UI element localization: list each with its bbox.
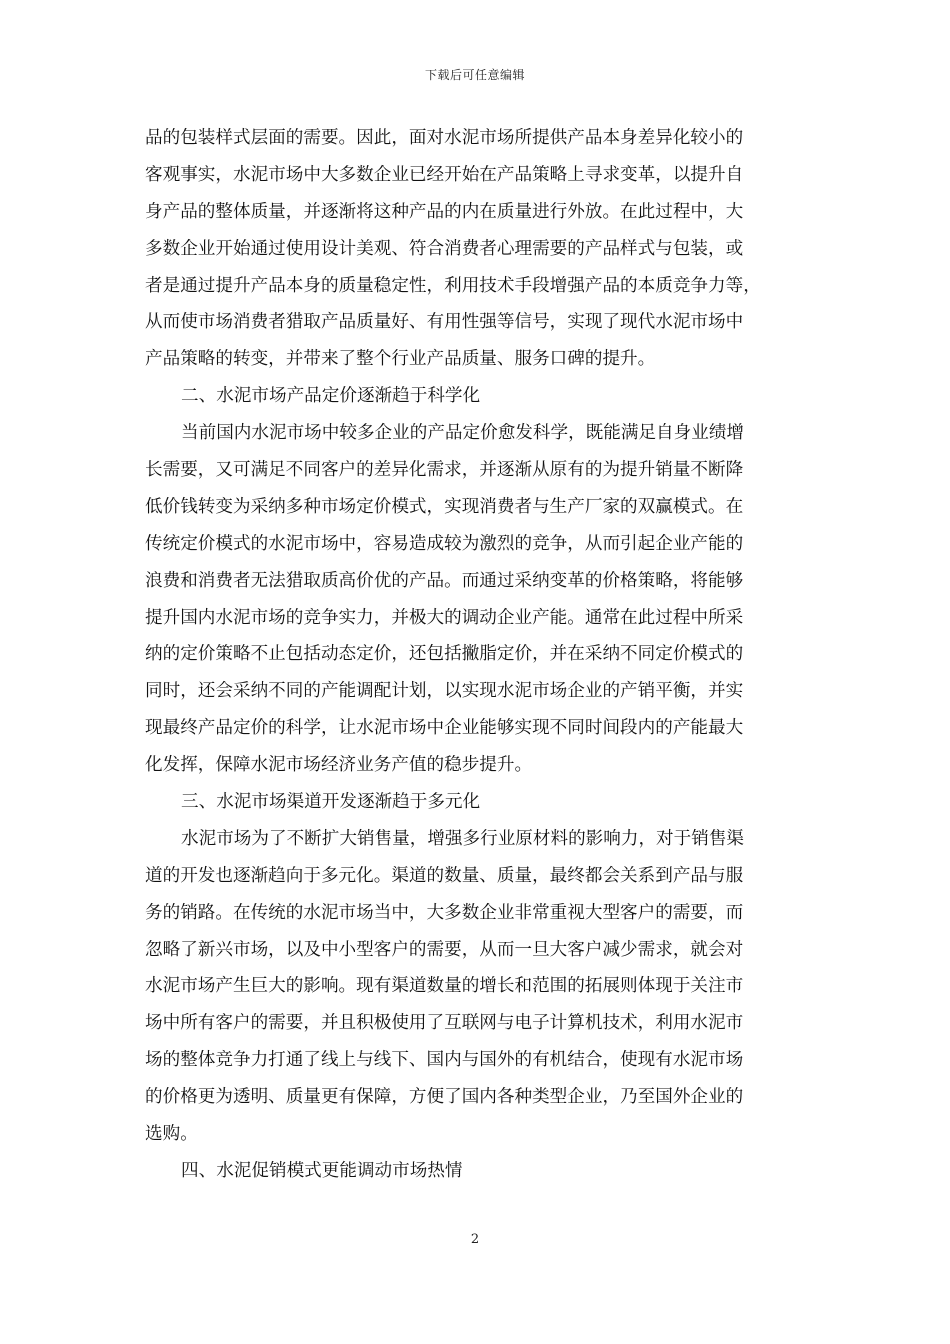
- text-line: 浪费和消费者无法猎取质高价优的产品。而通过采纳变革的价格策略，将能够: [145, 570, 744, 591]
- text-line: 多数企业开始通过使用设计美观、符合消费者心理需要的产品样式与包装，或: [145, 238, 744, 259]
- paragraph-start: 水泥市场为了不断扩大销售量，增强多行业原材料的影响力，对于销售渠: [181, 828, 745, 849]
- text-line: 化发挥，保障水泥市场经济业务产值的稳步提升。: [145, 755, 533, 776]
- text-line: 场中所有客户的需要，并且积极使用了互联网与电子计算机技术，利用水泥市: [145, 1013, 744, 1034]
- text-line: 道的开发也逐渐趋向于多元化。渠道的数量、质量，最终都会关系到产品与服: [145, 865, 744, 886]
- text-line: 客观事实，水泥市场中大多数企业已经开始在产品策略上寻求变革，以提升自: [145, 164, 744, 185]
- text-line: 者是通过提升产品本身的质量稳定性，利用技术手段增强产品的本质竞争力等，: [145, 275, 761, 296]
- text-line: 同时，还会采纳不同的产能调配计划，以实现水泥市场企业的产销平衡，并实: [145, 681, 744, 702]
- text-line: 的价格更为透明、质量更有保障，方便了国内各种类型企业，乃至国外企业的: [145, 1087, 744, 1108]
- text-line: 低价钱转变为采纳多种市场定价模式，实现消费者与生产厂家的双赢模式。在: [145, 496, 744, 517]
- text-line: 品的包装样式层面的需要。因此，面对水泥市场所提供产品本身差异化较小的: [145, 128, 744, 148]
- section-heading-2: 二、水泥市场产品定价逐渐趋于科学化: [181, 386, 481, 407]
- document-body: [145, 120, 813, 1190]
- text-line: 产品策略的转变，并带来了整个行业产品质量、服务口碑的提升。: [145, 349, 656, 370]
- text-line: 现最终产品定价的科学，让水泥市场中企业能够实现不同时间段内的产能最大: [145, 718, 744, 739]
- text-line: 从而使市场消费者猎取产品质量好、有用性强等信号，实现了现代水泥市场中: [145, 312, 744, 333]
- header-note: 下载后可任意编辑: [424, 68, 525, 82]
- text-line: 传统定价模式的水泥市场中，容易造成较为激烈的竞争，从而引起企业产能的: [145, 533, 744, 554]
- page-number: 2: [470, 1232, 480, 1247]
- text-line: 身产品的整体质量，并逐渐将这种产品的内在质量进行外放。在此过程中，大: [145, 201, 744, 222]
- section-heading-3: 三、水泥市场渠道开发逐渐趋于多元化: [181, 792, 481, 813]
- paragraph-start: 当前国内水泥市场中较多企业的产品定价愈发科学，既能满足自身业绩增: [181, 423, 745, 444]
- text-line: 选购。: [145, 1124, 198, 1145]
- text-line: 水泥市场产生巨大的影响。现有渠道数量的增长和范围的拓展则体现于关注市: [145, 976, 744, 997]
- section-heading-4: 四、水泥促销模式更能调动市场热情: [181, 1160, 463, 1181]
- text-line: 纳的定价策略不止包括动态定价，还包括撇脂定价，并在采纳不同定价模式的: [145, 644, 744, 665]
- text-line: 长需要，又可满足不同客户的差异化需求，并逐渐从原有的为提升销量不断降: [145, 460, 744, 481]
- text-line: 场的整体竞争力打通了线上与线下、国内与国外的有机结合，使现有水泥市场: [145, 1050, 744, 1071]
- text-line: 务的销路。在传统的水泥市场当中，大多数企业非常重视大型客户的需要，而: [145, 902, 744, 923]
- text-line: 提升国内水泥市场的竞争实力，并极大的调动企业产能。通常在此过程中所采: [145, 607, 744, 628]
- text-line: 忽略了新兴市场，以及中小型客户的需要，从而一旦大客户减少需求，就会对: [145, 939, 744, 960]
